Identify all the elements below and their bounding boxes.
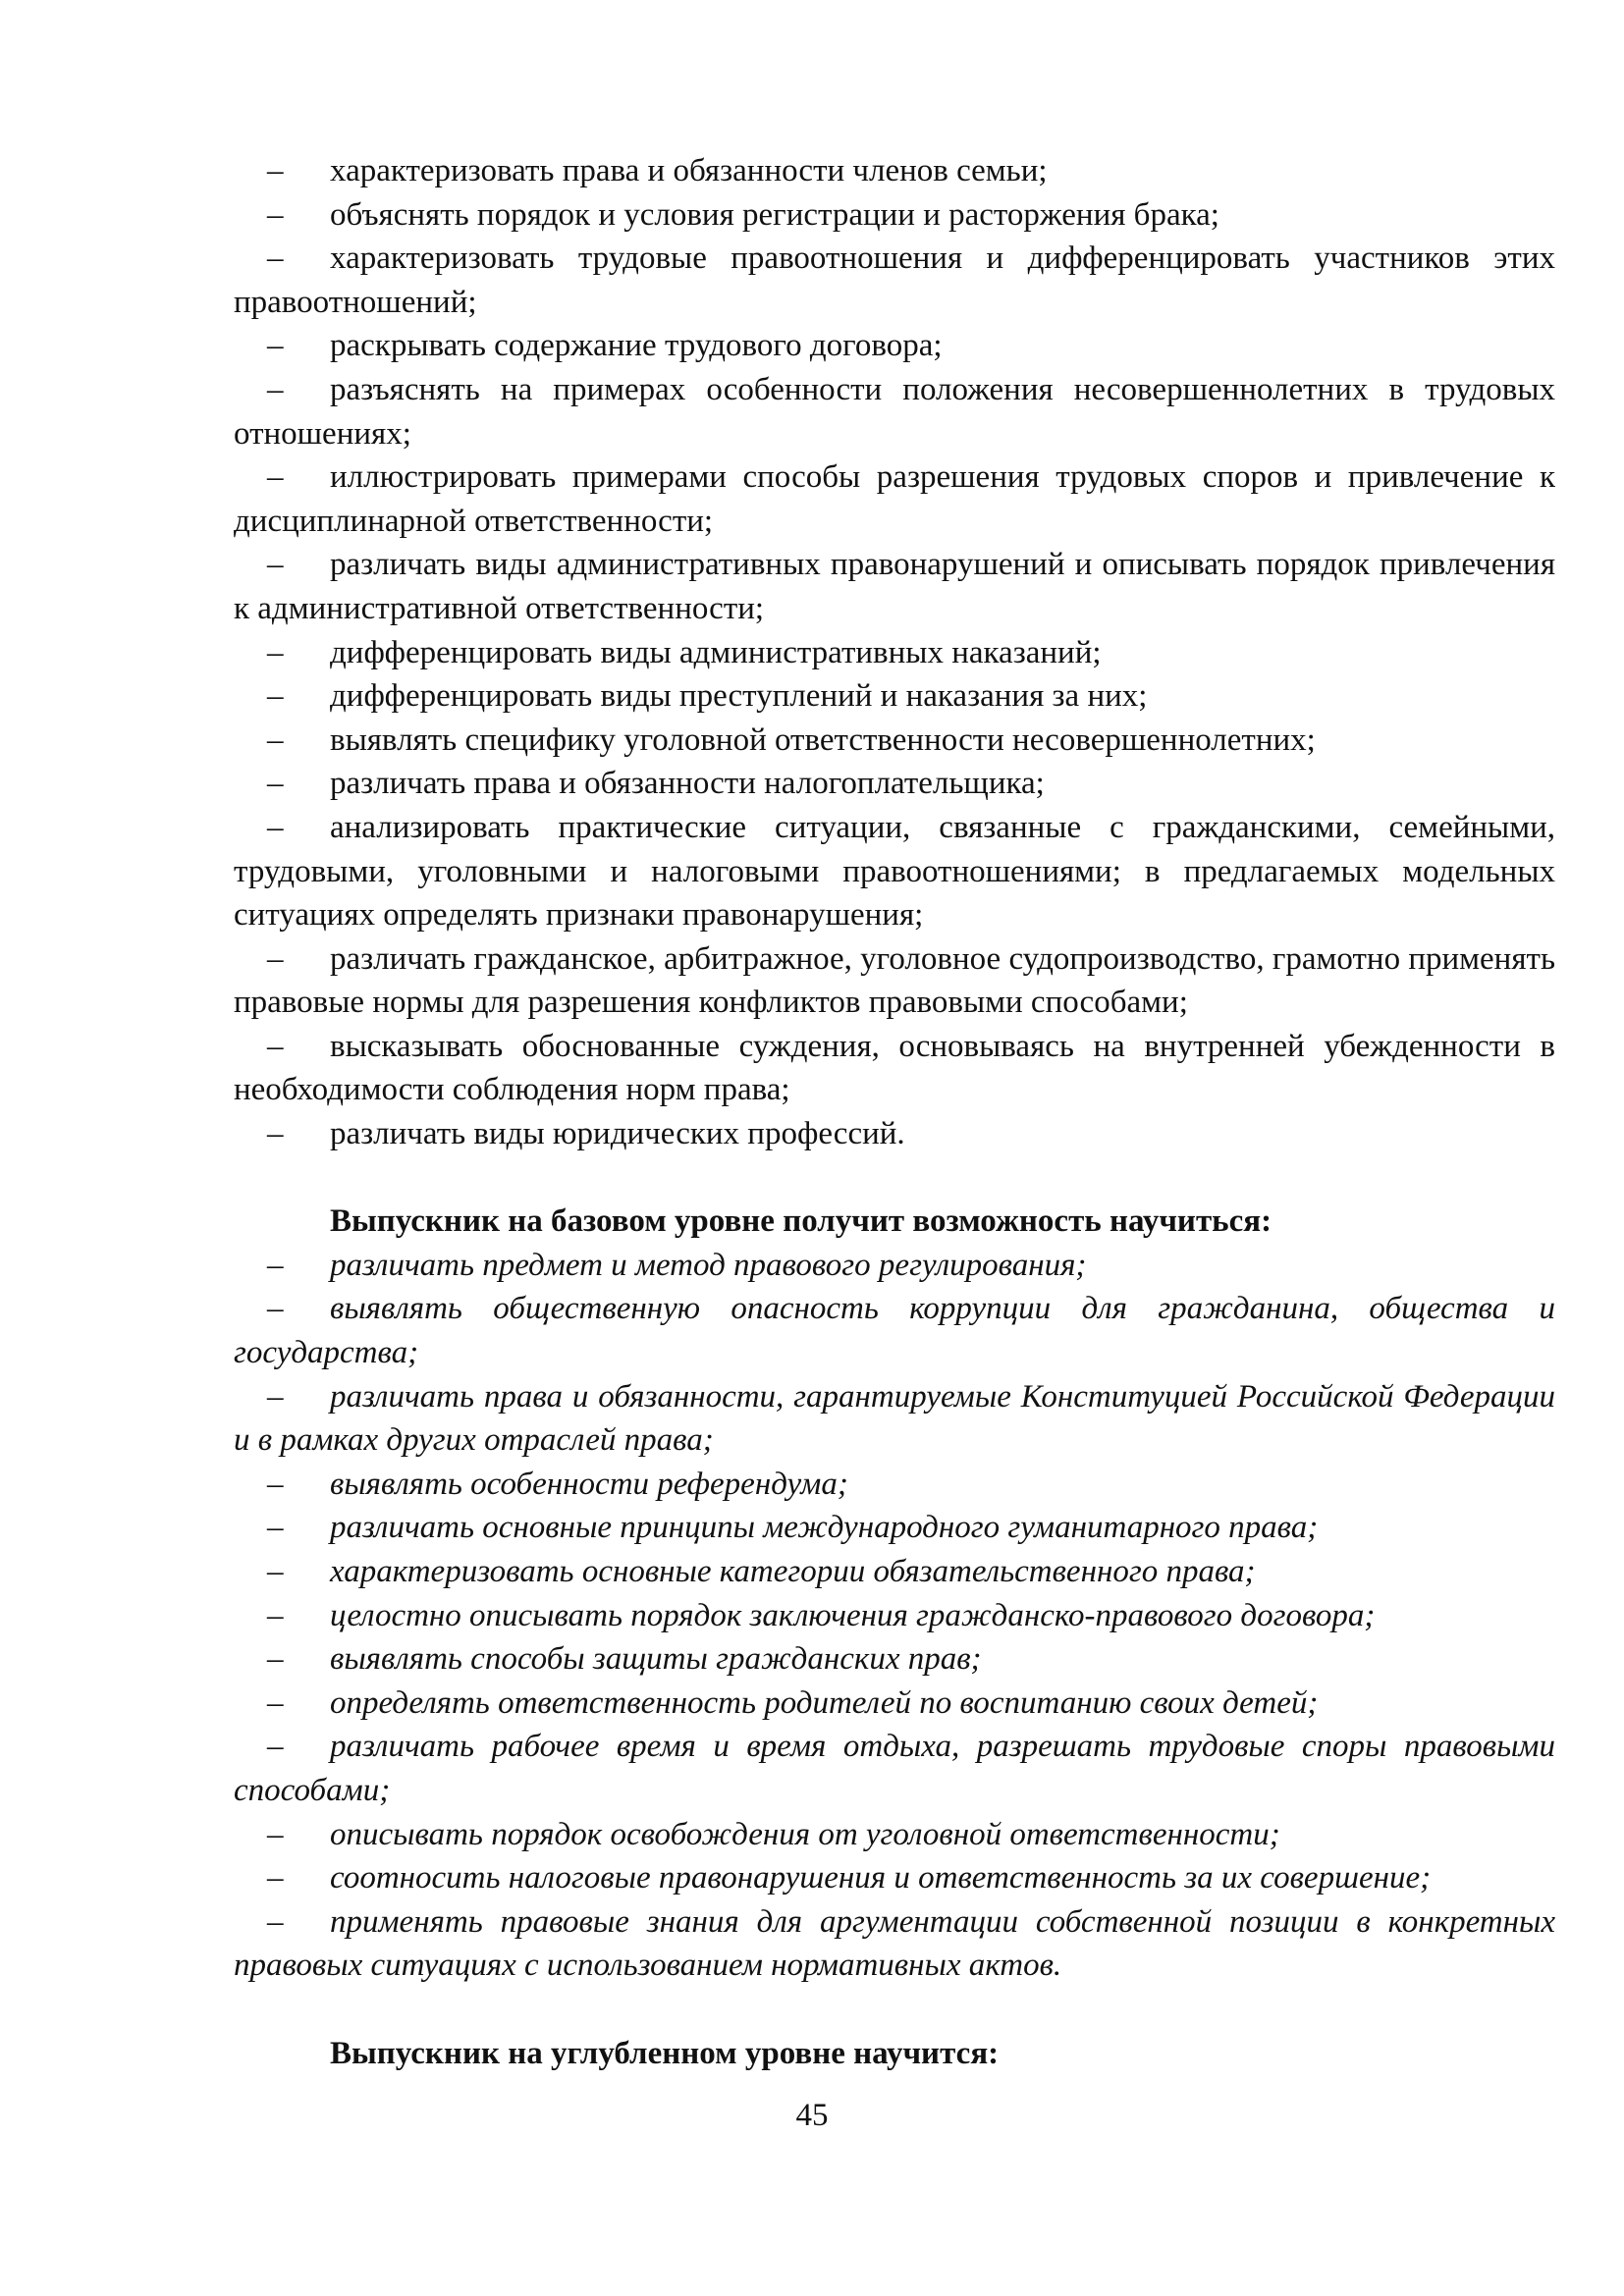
list-item-text: характеризовать трудовые правоотношения и дифференцировать участников этих правоотношений; [234,240,1555,320]
bullet-dash: – [267,547,284,583]
list-item [234,1900,1555,1988]
list-item [234,937,1555,1025]
list-item-text: применять правовые знания для аргументации собственной позиции в конкретных правовых ситуациях с использованием нормативных актов. [234,1903,1555,1984]
list-item [234,1637,1555,1682]
section-spacer [234,1988,1555,2032]
section-spacer [234,1156,1555,1201]
list-item-text: различать виды юридических профессий. [330,1116,905,1152]
bullet-dash: – [267,1860,284,1896]
bullet-dash: – [267,1554,284,1589]
bullet-dash: – [267,196,284,233]
bullet-dash: – [267,766,284,802]
heading-basic-opportunity: Выпускник на базовом уровне получит возможность научиться: [330,1203,1272,1240]
list-item [234,1550,1555,1594]
list-item-text: дифференцировать виды преступлений и наказания за них; [330,678,1148,715]
list-item [234,1287,1555,1374]
bullet-dash: – [267,1466,284,1502]
list-item-text: раскрывать содержание трудового договора; [330,328,943,364]
document-body [234,149,1555,2075]
bullet-dash: – [267,1510,284,1546]
list-item-text: различать права и обязанности налогоплательщика; [330,766,1045,802]
list-item [234,1463,1555,1507]
bullet-dash: – [267,1247,284,1283]
list-item-text: различать права и обязанности, гарантируемые Конституцией Российской Федерации и в рамках других отраслей права; [234,1378,1555,1459]
bullet-dash: – [267,1291,284,1327]
page-number: 45 [795,2098,829,2133]
bullet-dash: – [267,634,284,670]
list-item-text: соотносить налоговые правонарушения и ответственность за их совершение; [330,1860,1432,1896]
list-item-text: характеризовать права и обязанности членов семьи; [330,153,1048,188]
bullet-dash: – [267,678,284,715]
bullet-dash: – [267,1378,284,1415]
bullet-dash: – [267,1729,284,1765]
bullet-dash: – [267,240,284,277]
list-item-text: разъяснять на примерах особенности положения несовершеннолетних в трудовых отношениях; [234,371,1555,452]
bullet-dash: – [267,153,284,188]
list-item-text: выявлять особенности референдума; [330,1466,848,1502]
basic-skills-list [234,149,1555,1156]
list-item-text: определять ответственность родителей по воспитанию своих детей; [330,1684,1319,1721]
bullet-dash: – [267,809,284,845]
list-item [234,674,1555,719]
list-item-text: описывать порядок освобождения от уголовной ответственности; [330,1816,1280,1852]
bullet-dash: – [267,1028,284,1064]
list-item-text: различать рабочее время и время отдыха, разрешать трудовые споры правовыми способами; [234,1729,1555,1808]
bullet-dash: – [267,1816,284,1852]
list-item [234,149,1555,193]
list-item [234,631,1555,675]
bullet-dash: – [267,1903,284,1940]
list-item-text: объяснять порядок и условия регистрации и расторжения брака; [330,196,1219,233]
list-item [234,1682,1555,1726]
bullet-dash: – [267,1641,284,1678]
bullet-dash: – [267,940,284,977]
list-item-text: высказывать обоснованные суждения, основываясь на внутренней убежденности в необходимости соблюдения норм права; [234,1028,1555,1108]
list-item [234,368,1555,455]
list-item-text: выявлять общественную опасность коррупции для гражданина, общества и государства; [234,1291,1555,1371]
list-item-text: целостно описывать порядок заключения гражданско-правового договора; [330,1597,1376,1633]
list-item-text: дифференцировать виды административных наказаний; [330,634,1102,670]
heading-advanced-level: Выпускник на углубленном уровне научится: [330,2035,1000,2071]
list-item [234,543,1555,630]
list-item-text: различать виды административных правонарушений и описывать порядок привлечения к административной ответственности; [234,547,1555,626]
list-item [234,1856,1555,1900]
list-item [234,1112,1555,1156]
list-item [234,1725,1555,1812]
list-item [234,1375,1555,1463]
list-item-text: иллюстрировать примерами способы разрешения трудовых споров и привлечение к дисциплинарной ответственности; [234,459,1555,539]
list-item [234,1594,1555,1638]
bullet-dash: – [267,371,284,407]
list-item [234,324,1555,368]
list-item [234,762,1555,806]
bullet-dash: – [267,1597,284,1633]
list-item [234,1244,1555,1288]
list-item-text: характеризовать основные категории обязательственного права; [330,1554,1256,1589]
list-item-text: выявлять способы защиты гражданских прав; [330,1641,982,1678]
basic-opportunity-list [234,1244,1555,1988]
bullet-dash: – [267,1684,284,1721]
list-item-text: различать предмет и метод правового регулирования; [330,1247,1087,1283]
list-item [234,806,1555,937]
list-item [234,1025,1555,1112]
bullet-dash: – [267,1116,284,1152]
list-item [234,1506,1555,1550]
list-item-text: анализировать практические ситуации, связанные с гражданскими, семейными, трудовыми, уголовными и налоговыми правоотношениями; в предлагаемых модельных ситуациях определять признаки правонарушения; [234,809,1555,934]
list-item [234,237,1555,324]
list-item [234,455,1555,543]
list-item-text: различать основные принципы международного гуманитарного права; [330,1510,1319,1546]
list-item-text: различать гражданское, арбитражное, уголовное судопроизводство, грамотно применять правовые нормы для разрешения конфликтов правовыми способами; [234,940,1555,1021]
list-item-text: выявлять специфику уголовной ответственности несовершеннолетних; [330,721,1316,758]
bullet-dash: – [267,721,284,758]
bullet-dash: – [267,328,284,364]
list-item [234,719,1555,763]
list-item [234,1813,1555,1857]
bullet-dash: – [267,459,284,496]
list-item [234,193,1555,238]
